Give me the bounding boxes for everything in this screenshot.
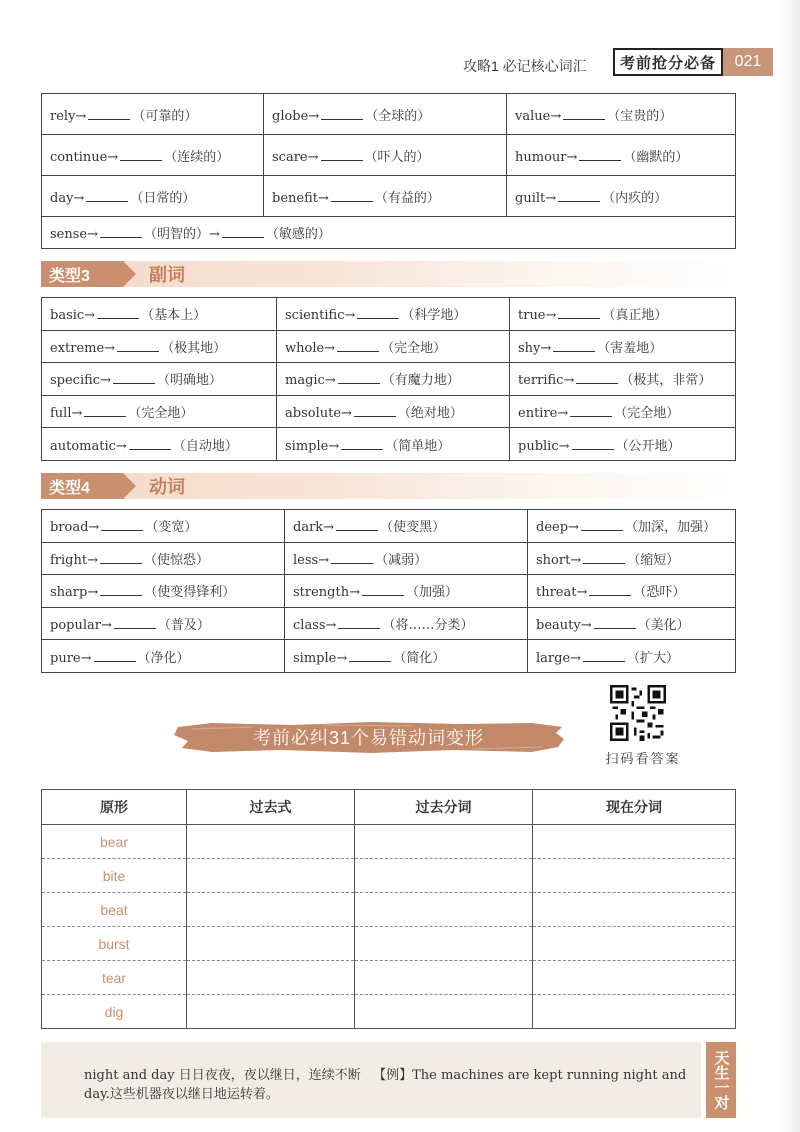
word-root: fright→ <box>50 552 98 568</box>
word-cell <box>507 135 736 176</box>
word-root: true→ <box>518 308 557 324</box>
answer-cell[interactable] <box>533 859 736 893</box>
answer-cell[interactable] <box>187 995 355 1029</box>
word-meaning: （基本上） <box>141 308 207 324</box>
word-cell <box>528 607 736 640</box>
adjective-rows <box>42 94 736 249</box>
word-root: scientific→ <box>285 308 356 324</box>
base-form-cell: bite <box>42 859 187 893</box>
answer-blank[interactable] <box>100 551 142 564</box>
word-meaning: （简化） <box>393 650 446 666</box>
word-meaning: （吓人的） <box>364 149 430 165</box>
col-present-participle: 现在分词 <box>533 790 736 825</box>
answer-blank[interactable] <box>589 583 631 596</box>
answer-cell[interactable] <box>355 927 533 961</box>
header-tag: 考前抢分必备 <box>613 48 723 76</box>
table-row <box>42 510 736 543</box>
adverb-table <box>41 297 736 461</box>
word-root: entire→ <box>518 406 569 422</box>
word-cell <box>42 607 285 640</box>
page-edge-shadow <box>780 0 800 1132</box>
word-meaning: （绝对地） <box>397 406 463 422</box>
word-cell <box>510 363 736 396</box>
chapter-title: 攻略1 必记核心词汇 <box>463 58 587 74</box>
answer-cell[interactable] <box>187 961 355 995</box>
word-meaning: （科学地） <box>401 308 467 324</box>
table-row <box>42 607 736 640</box>
base-form-cell: bear <box>42 825 187 859</box>
table-row <box>42 298 736 331</box>
word-root: sense→ <box>50 227 98 242</box>
word-cell <box>42 542 285 575</box>
answer-blank[interactable] <box>337 339 379 352</box>
word-root: rely→ <box>50 108 87 124</box>
base-form-cell: burst <box>42 927 187 961</box>
word-root: less→ <box>293 552 330 568</box>
word-cell <box>42 510 285 543</box>
word-cell <box>42 94 264 135</box>
word-root: popular→ <box>50 618 112 634</box>
answer-blank[interactable] <box>222 225 264 238</box>
word-meaning: （明智的）→ <box>144 227 220 242</box>
word-root: basic→ <box>50 308 96 324</box>
answer-blank[interactable] <box>94 649 136 662</box>
word-meaning: （日常的） <box>130 190 196 206</box>
footer-phrase: night and day 日日夜夜，夜以继日，连续不断 <box>84 1068 361 1083</box>
word-root: shy→ <box>518 340 552 356</box>
word-meaning: （美化） <box>637 618 690 634</box>
verb-forms-banner-title: 考前必纠31个易错动词变形 <box>252 728 485 748</box>
table-row <box>42 176 736 217</box>
word-root: magic→ <box>285 373 336 389</box>
word-cell <box>42 363 277 396</box>
answer-blank[interactable] <box>321 107 363 120</box>
word-cell <box>507 94 736 135</box>
word-root: extreme→ <box>50 340 116 356</box>
answer-cell[interactable] <box>355 859 533 893</box>
answer-cell[interactable] <box>187 893 355 927</box>
word-meaning: （减弱） <box>375 552 428 568</box>
qr-code[interactable] <box>610 685 666 741</box>
answer-cell[interactable] <box>533 893 736 927</box>
word-root: scare→ <box>272 149 319 165</box>
word-meaning: （极其地） <box>161 340 227 356</box>
word-root: automatic→ <box>50 438 127 454</box>
answer-blank[interactable] <box>594 616 636 629</box>
answer-blank[interactable] <box>101 518 143 531</box>
answer-blank[interactable] <box>331 551 373 564</box>
word-cell <box>285 575 528 608</box>
table-row <box>42 135 736 176</box>
table-row <box>42 640 736 673</box>
word-meaning: （明确地） <box>156 373 222 389</box>
footer-example-en: The machines are kept running night and day. <box>84 1068 687 1102</box>
word-meaning: （内疚的） <box>602 190 668 206</box>
word-meaning: （将……分类） <box>382 618 474 634</box>
word-cell <box>42 640 285 673</box>
word-cell <box>42 176 264 217</box>
word-root: simple→ <box>285 438 340 454</box>
answer-blank[interactable] <box>100 225 142 238</box>
word-cell <box>277 395 510 428</box>
answer-blank[interactable] <box>88 107 130 120</box>
word-cell <box>264 176 507 217</box>
answer-blank[interactable] <box>100 583 142 596</box>
table-row <box>42 859 736 893</box>
word-meaning: （加强） <box>406 585 459 601</box>
word-meaning: （完全地） <box>381 340 447 356</box>
word-meaning: （幽默的） <box>623 149 689 165</box>
footer-example-label: 【例】 <box>373 1068 413 1083</box>
word-meaning: （可靠的） <box>132 108 198 124</box>
word-meaning: （有魔力地） <box>381 373 460 389</box>
answer-blank[interactable] <box>583 649 625 662</box>
answer-blank[interactable] <box>86 189 128 202</box>
table-row <box>42 927 736 961</box>
word-root: humour→ <box>515 149 578 165</box>
answer-cell[interactable] <box>355 995 533 1029</box>
table-row <box>42 217 736 249</box>
word-meaning: （宝贵的） <box>607 108 673 124</box>
word-root: deep→ <box>536 520 579 536</box>
word-meaning: （有益的） <box>374 190 440 206</box>
word-cell <box>285 542 528 575</box>
word-root: pure→ <box>50 650 92 666</box>
side-tab-text: 天生一对 <box>712 1050 730 1110</box>
base-form-cell: beat <box>42 893 187 927</box>
col-base-form: 原形 <box>42 790 187 825</box>
answer-blank[interactable] <box>129 437 171 450</box>
answer-cell[interactable] <box>533 995 736 1029</box>
word-root: specific→ <box>50 373 111 389</box>
word-meaning: （自动地） <box>172 438 238 454</box>
table-row <box>42 395 736 428</box>
table-row <box>42 428 736 461</box>
page-number: 021 <box>723 48 773 76</box>
answer-cell[interactable] <box>187 859 355 893</box>
answer-cell[interactable] <box>355 893 533 927</box>
word-cell <box>42 135 264 176</box>
footer-example-zh: 这些机器夜以继日地运转着。 <box>109 1087 279 1102</box>
word-root: broad→ <box>50 520 100 536</box>
table-row <box>42 893 736 927</box>
answer-blank[interactable] <box>349 649 391 662</box>
table-row <box>42 995 736 1029</box>
word-cell <box>507 176 736 217</box>
word-meaning: （净化） <box>137 650 190 666</box>
table-row <box>42 575 736 608</box>
answer-blank[interactable] <box>583 551 625 564</box>
word-root: dark→ <box>293 520 335 536</box>
word-cell <box>42 330 277 363</box>
table-row <box>42 363 736 396</box>
answer-blank[interactable] <box>338 371 380 384</box>
answer-blank[interactable] <box>117 339 159 352</box>
answer-blank[interactable] <box>362 583 404 596</box>
base-form-cell: tear <box>42 961 187 995</box>
word-root: short→ <box>536 552 582 568</box>
table-row <box>42 825 736 859</box>
answer-blank[interactable] <box>357 306 399 319</box>
verb-rows <box>42 510 736 673</box>
answer-blank[interactable] <box>97 306 139 319</box>
word-root: whole→ <box>285 340 336 356</box>
section-band-adverbs <box>41 261 736 287</box>
word-root: public→ <box>518 438 570 454</box>
answer-blank[interactable] <box>579 148 621 161</box>
section-band-verbs <box>41 473 736 499</box>
answer-blank[interactable] <box>558 306 600 319</box>
table-row <box>42 330 736 363</box>
word-meaning: （极其，非常） <box>620 373 712 389</box>
verb-forms-rows <box>42 825 736 1029</box>
table-row <box>42 94 736 135</box>
word-root: class→ <box>293 618 337 634</box>
answer-blank[interactable] <box>558 189 600 202</box>
answer-blank[interactable] <box>114 616 156 629</box>
word-root: globe→ <box>272 108 320 124</box>
word-cell <box>510 428 736 461</box>
side-tab <box>706 1042 736 1118</box>
word-cell <box>264 94 507 135</box>
answer-blank[interactable] <box>354 404 396 417</box>
word-meaning: （真正地） <box>602 308 668 324</box>
word-meaning: （普及） <box>157 618 210 634</box>
word-meaning: （敏感的） <box>265 227 331 242</box>
word-cell <box>285 510 528 543</box>
answer-blank[interactable] <box>563 107 605 120</box>
answer-cell[interactable] <box>187 927 355 961</box>
answer-blank[interactable] <box>336 518 378 531</box>
answer-blank[interactable] <box>338 616 380 629</box>
adjective-table <box>41 93 736 249</box>
word-root: threat→ <box>536 585 588 601</box>
answer-blank[interactable] <box>572 437 614 450</box>
word-meaning: （使变得锋利） <box>144 585 236 601</box>
answer-cell[interactable] <box>533 961 736 995</box>
word-cell <box>42 395 277 428</box>
col-past-participle: 过去分词 <box>355 790 533 825</box>
answer-blank[interactable] <box>341 437 383 450</box>
answer-cell[interactable] <box>533 825 736 859</box>
word-cell <box>528 640 736 673</box>
word-meaning: （恐吓） <box>633 585 686 601</box>
word-cell <box>510 330 736 363</box>
footer-note <box>84 1066 694 1104</box>
word-cell <box>277 428 510 461</box>
section-tag: 类型3 <box>41 261 123 287</box>
answer-blank[interactable] <box>120 148 162 161</box>
table-row <box>42 542 736 575</box>
verb-forms-table <box>41 789 736 1029</box>
col-past-tense: 过去式 <box>187 790 355 825</box>
word-meaning: （使惊恐） <box>144 552 210 568</box>
word-cell <box>510 298 736 331</box>
word-meaning: （完全地） <box>614 406 680 422</box>
word-meaning: （扩大） <box>627 650 680 666</box>
answer-cell[interactable] <box>355 961 533 995</box>
answer-cell[interactable] <box>187 825 355 859</box>
word-cell <box>42 217 736 249</box>
adverb-rows <box>42 298 736 461</box>
answer-blank[interactable] <box>84 404 126 417</box>
word-root: strength→ <box>293 585 360 601</box>
word-root: terrific→ <box>518 373 575 389</box>
answer-cell[interactable] <box>533 927 736 961</box>
answer-blank[interactable] <box>553 339 595 352</box>
answer-cell[interactable] <box>355 825 533 859</box>
section-title: 副词 <box>149 265 185 285</box>
word-root: absolute→ <box>285 406 352 422</box>
word-meaning: （害羞地） <box>597 340 663 356</box>
verb-table <box>41 509 736 673</box>
word-cell <box>285 640 528 673</box>
word-cell <box>264 135 507 176</box>
word-meaning: （全球的） <box>365 108 431 124</box>
section-title: 动词 <box>149 477 185 497</box>
word-cell <box>42 428 277 461</box>
answer-blank[interactable] <box>576 371 618 384</box>
word-meaning: （变宽） <box>145 520 198 536</box>
word-meaning: （公开地） <box>615 438 681 454</box>
word-cell <box>510 395 736 428</box>
word-root: benefit→ <box>272 190 329 206</box>
word-root: large→ <box>536 650 582 666</box>
table-row <box>42 961 736 995</box>
word-root: sharp→ <box>50 585 99 601</box>
word-cell <box>42 575 285 608</box>
section-tag: 类型4 <box>41 473 123 499</box>
word-cell <box>528 575 736 608</box>
word-meaning: （简单地） <box>385 438 451 454</box>
word-root: guilt→ <box>515 190 557 206</box>
answer-blank[interactable] <box>331 189 373 202</box>
qr-caption: 扫码看答案 <box>605 752 681 767</box>
word-cell <box>277 298 510 331</box>
word-cell <box>277 330 510 363</box>
word-meaning: （加深，加强） <box>624 520 716 536</box>
word-cell <box>528 542 736 575</box>
word-root: simple→ <box>293 650 348 666</box>
base-form-cell: dig <box>42 995 187 1029</box>
word-cell <box>285 607 528 640</box>
word-cell <box>42 298 277 331</box>
word-root: full→ <box>50 406 83 422</box>
answer-blank[interactable] <box>321 148 363 161</box>
answer-blank[interactable] <box>581 518 623 531</box>
word-meaning: （连续的） <box>164 149 230 165</box>
answer-blank[interactable] <box>113 371 155 384</box>
word-root: day→ <box>50 190 85 206</box>
word-cell <box>528 510 736 543</box>
word-root: beauty→ <box>536 618 592 634</box>
answer-blank[interactable] <box>570 404 612 417</box>
word-cell <box>277 363 510 396</box>
word-root: continue→ <box>50 149 119 165</box>
word-meaning: （完全地） <box>128 406 194 422</box>
word-meaning: （缩短） <box>627 552 680 568</box>
word-meaning: （使变黑） <box>380 520 446 536</box>
word-root: value→ <box>515 108 562 124</box>
